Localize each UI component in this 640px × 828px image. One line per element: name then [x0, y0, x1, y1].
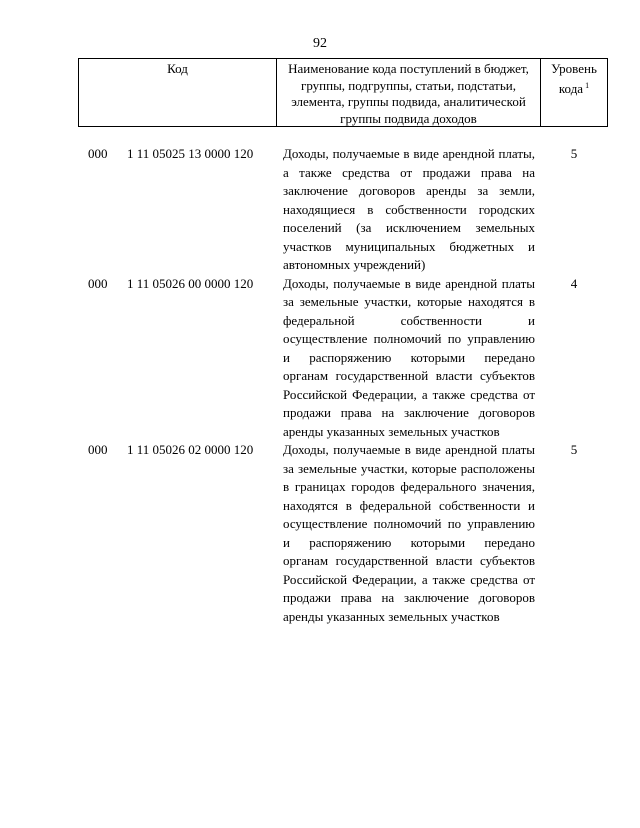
row-admin-code: 000: [88, 275, 108, 291]
row-name: Доходы, получаемые в виде арендной платы, а также средства от продажи права на заключение договоров аренды за земли, находящиеся в собственности городских поселений (за исключением земельных участков муниципальных бюджетных и автономных учреждений): [283, 146, 535, 272]
row-level: 4: [570, 275, 578, 291]
header-name: Наименование кода поступлений в бюджет, группы, подгруппы, статьи, подстатьи, элемента, группы подвида, аналитической группы подвида доходов: [277, 59, 541, 126]
header-level: [541, 59, 607, 126]
table-row: [0, 441, 640, 626]
row-code: 1 11 05026 02 0000 120: [127, 442, 254, 457]
table-row: [0, 275, 640, 442]
row-name: Доходы, получаемые в виде арендной платы за земельные участки, которые находятся в федеральной собственности и осуществление полномочий по управлению и распоряжению которыми передано органам государственной власти субъектов Российской Федерации, а также средства от продажи права на заключение договоров аренды указанных земельных участков: [283, 275, 535, 439]
row-code: 1 11 05025 13 0000 120: [127, 146, 254, 161]
row-admin-code: 000: [88, 146, 108, 161]
row-level: 5: [570, 146, 578, 161]
row-code: 1 11 05026 00 0000 120: [127, 275, 254, 291]
header-code: Код: [79, 59, 277, 126]
row-admin-code: 000: [88, 442, 108, 457]
header-level-label: Уровень кода: [551, 61, 597, 96]
page-number: 92: [313, 36, 327, 51]
header-level-footnote: 1: [585, 80, 590, 90]
table-body: [0, 145, 640, 626]
row-level: 5: [570, 442, 578, 457]
table-row: [0, 145, 640, 275]
table-header: [78, 58, 608, 127]
row-name: Доходы, получаемые в виде арендной платы за земельные участки, которые расположены в границах городов федерального значения, находятся в федеральной собственности и осуществление полномочий по управлению и распоряжению которыми передано органам государственной власти субъектов Российской Федерации, а также средства от продажи права на заключение договоров аренды указанных земельных участков: [283, 442, 535, 624]
